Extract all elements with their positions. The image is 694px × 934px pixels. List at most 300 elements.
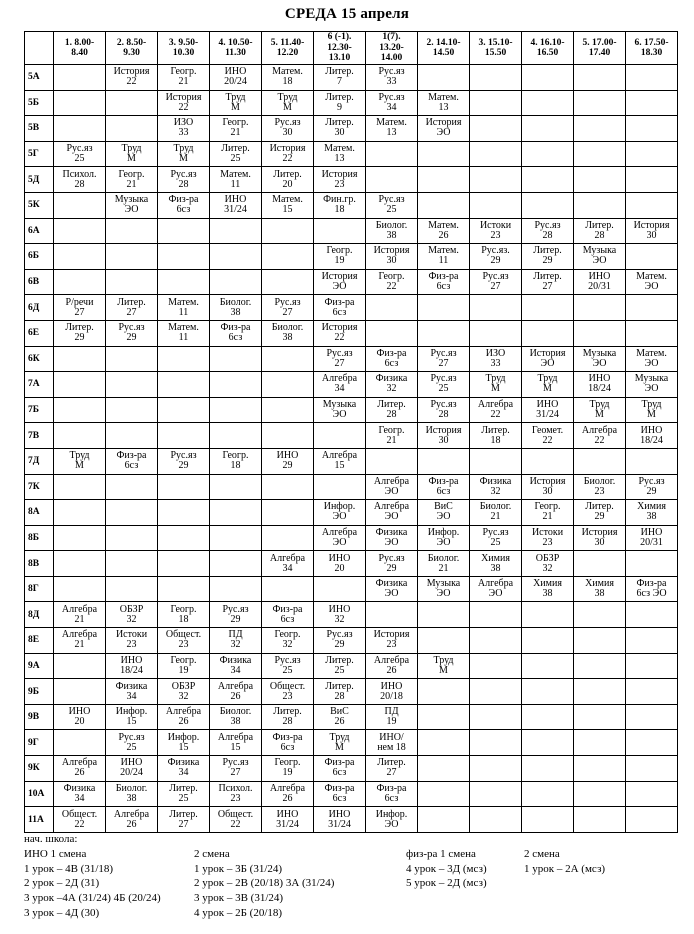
lesson-cell [470, 192, 522, 218]
lesson-cell [106, 704, 158, 730]
lesson-cell [54, 474, 106, 500]
lesson-cell [470, 525, 522, 551]
lesson-cell [54, 116, 106, 142]
lesson-cell [54, 704, 106, 730]
lesson-text: ИЗО 33 [485, 347, 506, 369]
lesson-text: Литер. 29 [533, 245, 562, 267]
lesson-cell [54, 576, 106, 602]
lesson-text: ИНО 18/24 [640, 424, 663, 446]
lesson-cell [366, 116, 418, 142]
lesson-cell [418, 576, 470, 602]
lesson-cell [470, 116, 522, 142]
lesson-cell [418, 65, 470, 91]
lesson-cell [626, 704, 678, 730]
lesson-text: Литер. 30 [325, 117, 354, 139]
lesson-cell [626, 551, 678, 577]
lesson-cell [262, 500, 314, 526]
lesson-text: Литер. 29 [65, 322, 94, 344]
lesson-cell [574, 295, 626, 321]
lesson-cell [54, 244, 106, 270]
lesson-text: Литер. 28 [325, 680, 354, 702]
lesson-cell [314, 474, 366, 500]
lesson-text: Геогр. 18 [222, 450, 249, 472]
lesson-cell [262, 704, 314, 730]
lesson-text: Физ-ра 6сз [272, 731, 303, 753]
lesson-text: Геомет. 22 [531, 424, 564, 446]
class-label: 6Е [25, 320, 54, 346]
lesson-cell [574, 218, 626, 244]
lesson-cell [574, 704, 626, 730]
lesson-cell [522, 756, 574, 782]
header-label: 6 (-1). 12.30- 13.10 [327, 32, 352, 64]
lesson-cell [210, 525, 262, 551]
lesson-text: Физ-ра 6сз [116, 450, 147, 472]
table-row [25, 218, 678, 244]
lesson-cell [574, 65, 626, 91]
lesson-text: Рус.яз 27 [430, 347, 457, 369]
lesson-cell [54, 628, 106, 654]
class-label: 5Д [25, 167, 54, 193]
lesson-text: Литер. 27 [117, 296, 146, 318]
lesson-cell [366, 295, 418, 321]
lesson-cell [366, 602, 418, 628]
class-label: 7А [25, 372, 54, 398]
lesson-cell [470, 65, 522, 91]
lesson-cell [262, 474, 314, 500]
lesson-cell [418, 448, 470, 474]
lesson-text: Инфор. 15 [115, 706, 148, 728]
lesson-cell [314, 192, 366, 218]
lesson-cell [314, 346, 366, 372]
lesson-text: Физ-ра 6сз [324, 296, 355, 318]
lesson-cell [522, 141, 574, 167]
lesson-text: Геогр. 21 [222, 117, 249, 139]
lesson-cell [106, 295, 158, 321]
lesson-cell [106, 320, 158, 346]
lesson-cell [470, 346, 522, 372]
lesson-cell [158, 781, 210, 807]
lesson-text: Матем. 11 [168, 296, 199, 318]
lesson-text: ИНО 32 [328, 603, 351, 625]
lesson-cell [574, 448, 626, 474]
page-title: СРЕДА 15 апреля [284, 6, 410, 22]
lesson-cell [366, 397, 418, 423]
lesson-text: Рус.яз 25 [274, 654, 301, 676]
lesson-text: Матем. ЭО [636, 347, 667, 369]
lesson-text: Литер. 28 [377, 399, 406, 421]
lesson-cell [54, 397, 106, 423]
lesson-cell [158, 730, 210, 756]
class-label: 6А [25, 218, 54, 244]
lesson-text: Музыка ЭО [114, 194, 149, 216]
lesson-text: История 30 [633, 219, 670, 241]
table-row [25, 65, 678, 91]
header-label: 6. 17.50- 18.30 [634, 37, 669, 58]
lesson-cell [106, 653, 158, 679]
lesson-cell [366, 90, 418, 116]
header-label: 3. 15.10- 15.50 [478, 37, 513, 58]
lesson-text: ИНО 20/31 [588, 271, 611, 293]
lesson-text: Алгебра ЭО [321, 526, 358, 548]
lesson-cell [366, 756, 418, 782]
lesson-cell [262, 244, 314, 270]
lesson-cell [210, 679, 262, 705]
lesson-text: История 30 [425, 424, 462, 446]
lesson-cell [210, 269, 262, 295]
lesson-text: Матем. 18 [272, 66, 303, 88]
lesson-cell [366, 525, 418, 551]
table-row [25, 192, 678, 218]
lesson-cell [522, 628, 574, 654]
lesson-cell [314, 576, 366, 602]
lesson-cell [626, 167, 678, 193]
lesson-cell [574, 372, 626, 398]
lesson-cell [574, 141, 626, 167]
lesson-cell [470, 448, 522, 474]
lesson-cell [210, 576, 262, 602]
table-row [25, 525, 678, 551]
header-label: 3. 9.50- 10.30 [168, 37, 199, 58]
lesson-cell [418, 244, 470, 270]
lesson-cell [54, 218, 106, 244]
lesson-text: Физика 32 [375, 373, 408, 395]
lesson-cell [366, 167, 418, 193]
lesson-cell [522, 295, 574, 321]
lesson-cell [366, 628, 418, 654]
lesson-cell [106, 116, 158, 142]
lesson-cell [470, 372, 522, 398]
lesson-cell [366, 781, 418, 807]
lesson-text: ИНО 31/24 [224, 194, 247, 216]
class-label: 9Г [25, 730, 54, 756]
lesson-text: Литер. 25 [325, 654, 354, 676]
class-label: 11А [25, 807, 54, 833]
lesson-text: Алгебра 22 [581, 424, 618, 446]
lesson-cell [626, 141, 678, 167]
lesson-text: Труд М [485, 373, 506, 395]
lesson-cell [158, 474, 210, 500]
lesson-text: Общест. 23 [165, 629, 202, 651]
lesson-cell [626, 116, 678, 142]
lesson-text: Инфор. ЭО [375, 808, 408, 830]
lesson-cell [314, 167, 366, 193]
class-label: 8Д [25, 602, 54, 628]
lesson-text: ИНО 18/24 [588, 373, 611, 395]
lesson-text: Физика ЭО [375, 578, 408, 600]
lesson-cell [626, 730, 678, 756]
header-period-12 [626, 32, 678, 65]
class-label: 9Б [25, 679, 54, 705]
lesson-text: Труд М [641, 399, 662, 421]
lesson-text: Физика 34 [167, 757, 200, 779]
lesson-cell [626, 192, 678, 218]
lesson-cell [418, 218, 470, 244]
lesson-text: История 23 [321, 168, 358, 190]
lesson-text: Рус.яз 34 [378, 91, 405, 113]
lesson-cell [418, 269, 470, 295]
lesson-text: ОБЗР 32 [171, 680, 196, 702]
lesson-cell [54, 90, 106, 116]
lesson-cell [314, 320, 366, 346]
lesson-text: Химия 38 [585, 578, 614, 600]
lesson-cell [158, 244, 210, 270]
lesson-text: Физ-ра 6сз [428, 271, 459, 293]
header-period-4 [210, 32, 262, 65]
lesson-cell [106, 679, 158, 705]
lesson-cell [106, 551, 158, 577]
lesson-text: История ЭО [425, 117, 462, 139]
lesson-cell [262, 525, 314, 551]
lesson-cell [418, 192, 470, 218]
lesson-cell [158, 320, 210, 346]
lesson-cell [626, 320, 678, 346]
lesson-cell [158, 192, 210, 218]
lesson-cell [158, 141, 210, 167]
lesson-cell [210, 448, 262, 474]
lesson-cell [470, 807, 522, 833]
lesson-text: История 30 [529, 475, 566, 497]
lesson-text: Матем. 13 [428, 91, 459, 113]
lesson-text: Физ-ра 6сз [272, 603, 303, 625]
header-period-11 [574, 32, 626, 65]
lesson-text: Алгебра 26 [61, 757, 98, 779]
lesson-cell [158, 756, 210, 782]
lesson-cell [314, 704, 366, 730]
lesson-text: ИНО 20/31 [640, 526, 663, 548]
lesson-cell [522, 192, 574, 218]
lesson-cell [366, 372, 418, 398]
lesson-cell [522, 781, 574, 807]
lesson-cell [158, 65, 210, 91]
class-label: 8В [25, 551, 54, 577]
lesson-cell [210, 602, 262, 628]
lesson-cell [262, 320, 314, 346]
lesson-text: ИНО 31/24 [328, 808, 351, 830]
lesson-cell [314, 653, 366, 679]
lesson-cell [262, 551, 314, 577]
lesson-text: ИНО 20/18 [380, 680, 403, 702]
lesson-cell [470, 628, 522, 654]
lesson-cell [470, 269, 522, 295]
lesson-text: Алгебра ЭО [477, 578, 514, 600]
lesson-text: Рус.яз 30 [274, 117, 301, 139]
lesson-text: Истоки 23 [115, 629, 148, 651]
lesson-text: Химия 38 [637, 501, 666, 523]
lesson-text: Рус.яз 28 [534, 219, 561, 241]
lesson-cell [158, 423, 210, 449]
table-row [25, 320, 678, 346]
lesson-cell [54, 730, 106, 756]
lesson-cell [470, 679, 522, 705]
lesson-cell [366, 807, 418, 833]
lesson-cell [262, 807, 314, 833]
lesson-cell [418, 372, 470, 398]
schedule-body [25, 65, 678, 833]
footnotes [24, 832, 684, 932]
lesson-text: Геогр. 32 [274, 629, 301, 651]
lesson-text: ИНО 20 [68, 706, 91, 728]
lesson-cell [262, 756, 314, 782]
lesson-cell [106, 423, 158, 449]
lesson-text: Геогр. 21 [170, 66, 197, 88]
lesson-text: Литер. 25 [169, 782, 198, 804]
lesson-text: История 30 [373, 245, 410, 267]
lesson-cell [106, 269, 158, 295]
lesson-cell [106, 576, 158, 602]
lesson-text: Алгебра ЭО [373, 501, 410, 523]
lesson-cell [522, 448, 574, 474]
lesson-cell [574, 551, 626, 577]
lesson-text: Труд М [173, 143, 194, 165]
lesson-text: Рус.яз 29 [118, 322, 145, 344]
lesson-cell [262, 576, 314, 602]
header-period-5 [262, 32, 314, 65]
lesson-cell [106, 141, 158, 167]
lesson-cell [106, 500, 158, 526]
lesson-text: Матем. 26 [428, 219, 459, 241]
lesson-text: История 22 [321, 322, 358, 344]
schedule-table [24, 31, 678, 833]
lesson-text: ПД 19 [384, 706, 399, 728]
class-label: 6В [25, 269, 54, 295]
lesson-text: ВиС 26 [330, 706, 349, 728]
lesson-cell [366, 192, 418, 218]
lesson-text: Матем. 11 [428, 245, 459, 267]
lesson-cell [210, 320, 262, 346]
lesson-text: ИЗО 33 [173, 117, 194, 139]
class-label: 10А [25, 781, 54, 807]
lesson-cell [470, 653, 522, 679]
lesson-cell [54, 551, 106, 577]
lesson-cell [626, 781, 678, 807]
lesson-cell [106, 756, 158, 782]
lesson-text: Рус.яз 29 [222, 603, 249, 625]
lesson-cell [418, 525, 470, 551]
lesson-cell [626, 500, 678, 526]
lesson-cell [210, 116, 262, 142]
lesson-text: Физика 34 [115, 680, 148, 702]
lesson-text: Геогр. 21 [118, 168, 145, 190]
lesson-cell [418, 653, 470, 679]
class-label: 7В [25, 423, 54, 449]
lesson-text: Алгебра ЭО [373, 475, 410, 497]
lesson-cell [210, 628, 262, 654]
header-period-8 [418, 32, 470, 65]
lesson-text: Химия 38 [481, 552, 510, 574]
table-row [25, 397, 678, 423]
lesson-cell [158, 602, 210, 628]
lesson-text: Фин.гр. 18 [323, 194, 356, 216]
lesson-cell [262, 346, 314, 372]
class-label: 7Б [25, 397, 54, 423]
lesson-cell [522, 423, 574, 449]
lesson-cell [158, 679, 210, 705]
lesson-cell [522, 679, 574, 705]
lesson-text: ВиС ЭО [434, 501, 453, 523]
lesson-cell [522, 346, 574, 372]
lesson-cell [522, 500, 574, 526]
lesson-text: Рус.яз 25 [430, 373, 457, 395]
lesson-text: Геогр. 22 [378, 271, 405, 293]
lesson-text: Рус.яз 28 [170, 168, 197, 190]
lesson-cell [262, 65, 314, 91]
lesson-text: Рус.яз 25 [118, 731, 145, 753]
lesson-text: Общест. 22 [61, 808, 98, 830]
table-row [25, 679, 678, 705]
lesson-cell [366, 320, 418, 346]
lesson-cell [418, 781, 470, 807]
lesson-text: Биолог. 38 [219, 296, 252, 318]
lesson-cell [366, 141, 418, 167]
lesson-cell [574, 423, 626, 449]
header-label: 1. 8.00- 8.40 [64, 37, 95, 58]
lesson-cell [54, 756, 106, 782]
lesson-cell [626, 576, 678, 602]
lesson-text: Физ-ра 6сз ЭО [636, 578, 667, 600]
table-row [25, 423, 678, 449]
table-row [25, 756, 678, 782]
lesson-text: Литер. 28 [273, 706, 302, 728]
lesson-text: Труд М [589, 399, 610, 421]
lesson-cell [106, 448, 158, 474]
class-label: 8Г [25, 576, 54, 602]
lesson-cell [210, 167, 262, 193]
lesson-cell [366, 448, 418, 474]
lesson-cell [314, 500, 366, 526]
lesson-cell [158, 551, 210, 577]
lesson-cell [106, 372, 158, 398]
lesson-cell [626, 525, 678, 551]
lesson-cell [262, 448, 314, 474]
lesson-cell [54, 602, 106, 628]
table-row [25, 167, 678, 193]
lesson-cell [262, 628, 314, 654]
lesson-cell [626, 295, 678, 321]
lesson-text: История 22 [165, 91, 202, 113]
lesson-cell [210, 500, 262, 526]
lesson-cell [262, 167, 314, 193]
lesson-cell [418, 295, 470, 321]
lesson-text: Рус.яз 29 [378, 552, 405, 574]
lesson-text: Музыка ЭО [582, 347, 617, 369]
lesson-text: Рус.яз 25 [482, 526, 509, 548]
lesson-text: ИНО 18/24 [120, 654, 143, 676]
lesson-text: Алгебра 26 [113, 808, 150, 830]
lesson-cell [418, 500, 470, 526]
lesson-cell [210, 781, 262, 807]
table-row [25, 244, 678, 270]
notes-primary-ino-shift1: нач. школа: ИНО 1 смена 1 урок – 4В (31/18) 2 урок – 2Д (31) 3 урок –4А (31/24) 4Б (20/24) 3 урок – 4Д (30) [24, 833, 161, 919]
lesson-cell [366, 346, 418, 372]
lesson-cell [54, 320, 106, 346]
lesson-cell [522, 167, 574, 193]
lesson-cell [262, 269, 314, 295]
lesson-text: Физика 34 [63, 782, 96, 804]
class-label: 5В [25, 116, 54, 142]
lesson-cell [522, 116, 574, 142]
lesson-cell [54, 679, 106, 705]
lesson-cell [106, 397, 158, 423]
table-row [25, 704, 678, 730]
lesson-cell [314, 628, 366, 654]
lesson-cell [574, 500, 626, 526]
lesson-cell [314, 781, 366, 807]
lesson-cell [262, 141, 314, 167]
lesson-cell [314, 679, 366, 705]
lesson-cell [210, 295, 262, 321]
header-label: 2. 14.10- 14.50 [426, 37, 461, 58]
class-label: 8А [25, 500, 54, 526]
